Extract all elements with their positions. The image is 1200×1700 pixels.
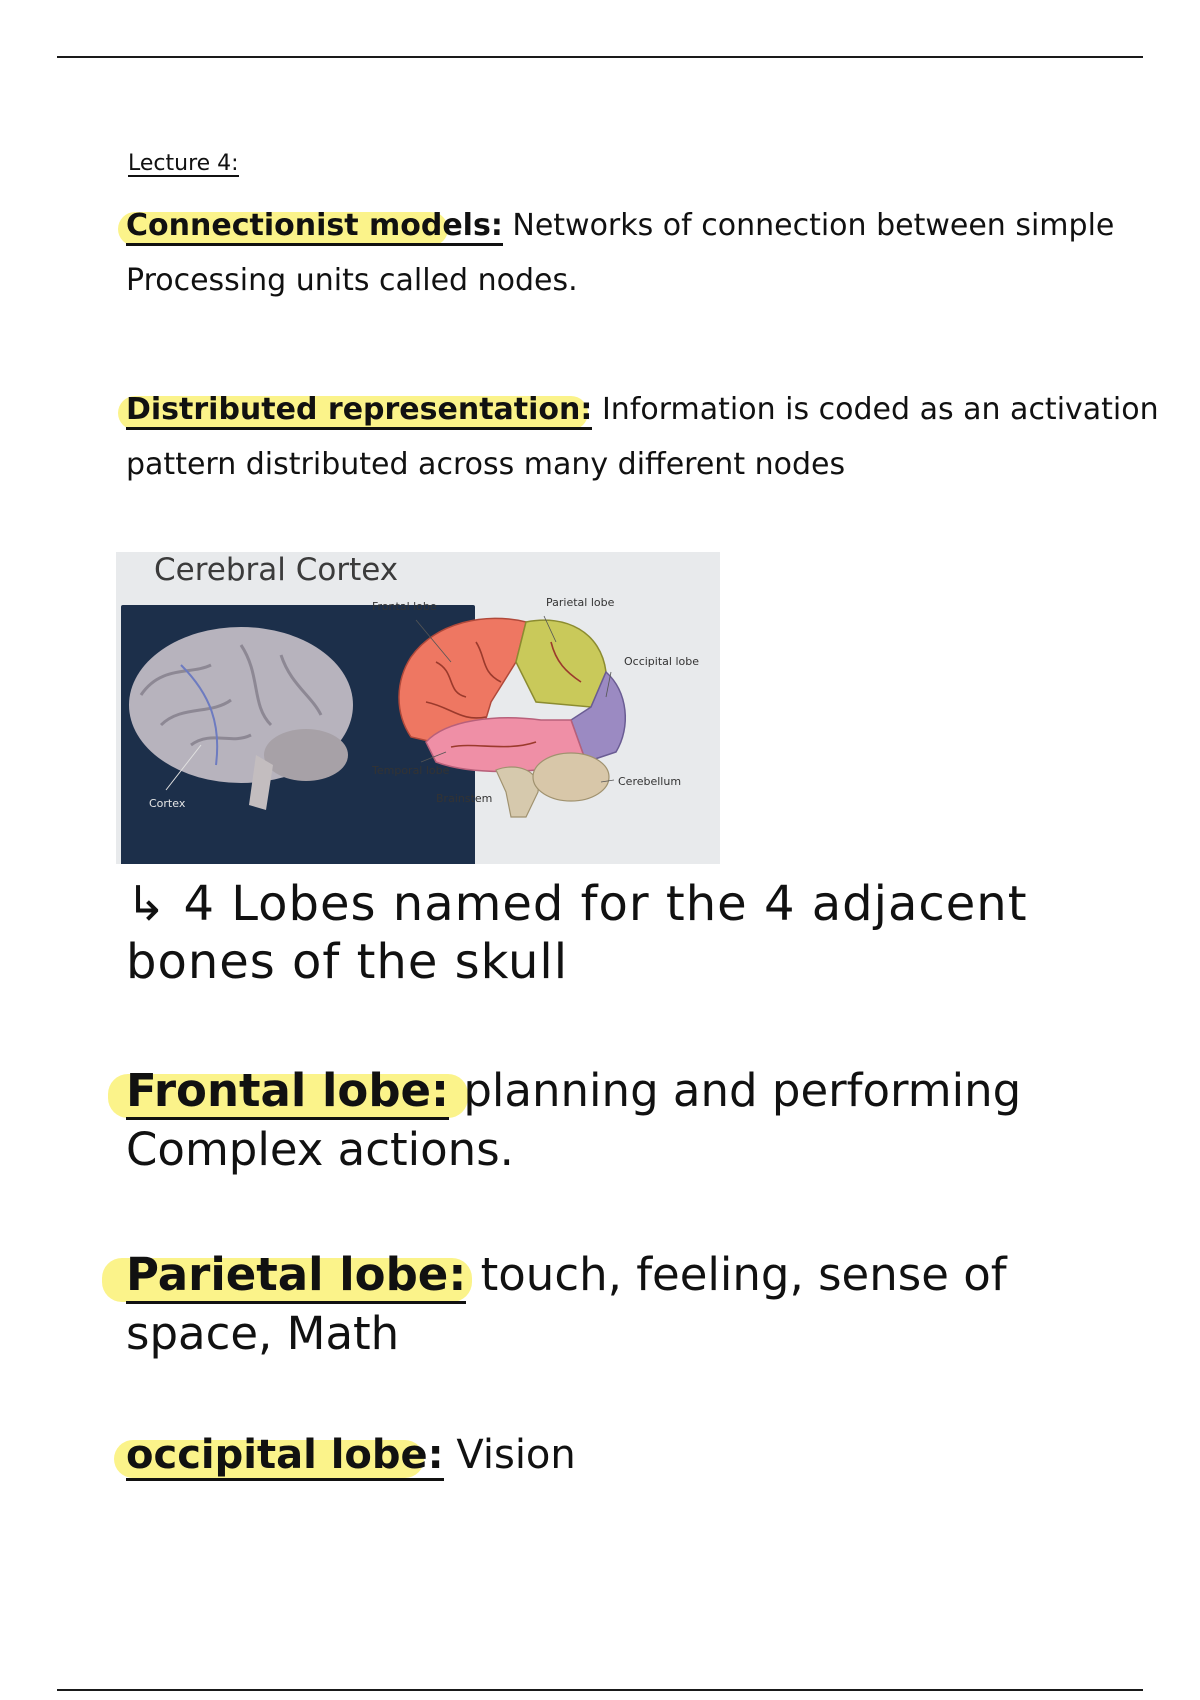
definition-line-1: touch, feeling, sense of — [480, 1248, 1007, 1301]
definition-line-1: planning and performing — [463, 1064, 1022, 1117]
label-cerebellum: Cerebellum — [618, 775, 682, 788]
definition-line-2: space, Math — [126, 1307, 400, 1360]
note-lobes-intro — [126, 876, 1140, 990]
lecture-heading: Lecture 4: — [128, 151, 239, 176]
definition-line-1: Networks of connection between simple — [512, 208, 1115, 243]
term-distributed: Distributed representation: — [126, 392, 592, 430]
top-rule — [57, 56, 1143, 58]
label-cortex: Cortex — [149, 797, 186, 810]
cerebral-cortex-figure — [116, 552, 720, 864]
note-frontal-lobe — [126, 1064, 1140, 1176]
label-temporal-lobe: Temporal lobe — [372, 764, 450, 777]
term-occipital-lobe: occipital lobe: — [126, 1432, 444, 1481]
definition-line-1: Information is coded as an activation — [601, 392, 1159, 427]
definition-line-2: Complex actions. — [126, 1123, 514, 1176]
figure-title: Cerebral Cortex — [154, 552, 399, 588]
term-connectionist: Connectionist models: — [126, 208, 503, 246]
label-brainstem: Brainstem — [436, 792, 493, 805]
term-frontal-lobe: Frontal lobe: — [126, 1064, 449, 1120]
label-occipital-lobe: Occipital lobe — [624, 655, 699, 668]
lobes-intro-line-1: ↳ 4 Lobes named for the 4 adjacent — [126, 876, 1028, 932]
lobes-intro-line-2: bones of the skull — [126, 934, 569, 990]
note-distributed — [126, 392, 1159, 482]
label-frontal-lobe: Frontal lobe — [372, 600, 437, 613]
term-parietal-lobe: Parietal lobe: — [126, 1248, 466, 1304]
note-occipital-lobe — [126, 1432, 1140, 1478]
definition-line-1: Vision — [456, 1432, 576, 1478]
note-parietal-lobe — [126, 1248, 1140, 1360]
note-connectionist — [126, 208, 1140, 298]
definition-line-2: Processing units called nodes. — [126, 263, 578, 298]
bottom-rule — [57, 1689, 1143, 1691]
definition-line-2: pattern distributed across many different nodes — [126, 447, 846, 482]
lobes-diagram — [366, 602, 666, 842]
label-parietal-lobe: Parietal lobe — [546, 596, 615, 609]
